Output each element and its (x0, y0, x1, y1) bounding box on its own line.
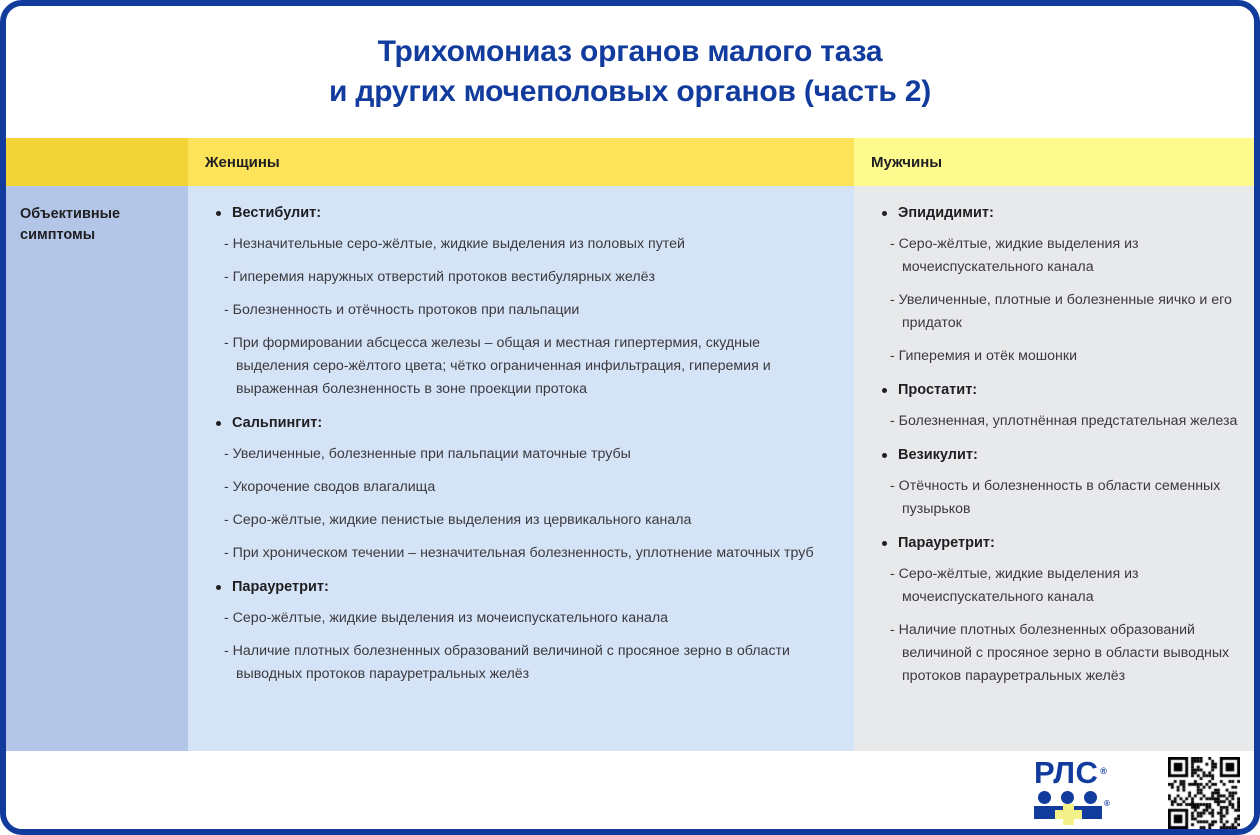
emblem-dot-center (1061, 791, 1074, 804)
row-label-cell (6, 186, 188, 751)
rls-wordmark (1034, 755, 1108, 790)
table-body-row (6, 186, 1254, 751)
symptom-group (872, 440, 1238, 526)
table-header-men: Мужчины (854, 138, 1254, 186)
emblem-cross-horizontal (1055, 810, 1082, 819)
symptom-group-title: Вестибулит: (206, 198, 836, 228)
symptom-group-title: Везикулит: (872, 440, 1238, 470)
symptom-group-title: Простатит: (872, 375, 1238, 405)
symptom-group (206, 408, 836, 570)
row-label-text: Объективные симптомы (20, 206, 121, 243)
symptom-item: - Отёчность и болезненность в области семенных пузырьков (890, 478, 1221, 517)
symptom-item: - Серо-жёлтые, жидкие пенистые выделения из цервикального канала (224, 512, 692, 528)
emblem-registered-mark-icon: ® (1104, 799, 1110, 808)
symptom-item: - При формировании абсцесса железы – общая и местная гипертермия, скудные выделения серо-жёлтого цвета; чётко ограниченная инфильтрация, гиперемия и выраженная болезненность в зоне проекции протока (224, 335, 771, 397)
emblem-dot-left (1038, 791, 1051, 804)
title-line-1: Трихомониаз органов малого таза (377, 35, 883, 68)
symptom-item: - Незначительные серо-жёлтые, жидкие выделения из половых путей (224, 236, 685, 252)
registered-mark-icon: ® (1100, 766, 1108, 776)
rls-wordmark-text: РЛС (1034, 755, 1099, 790)
symptom-item: - Болезненная, уплотнённая предстательная железа (890, 413, 1238, 429)
symptom-group (206, 572, 836, 691)
symptom-item: - Серо-жёлтые, жидкие выделения из мочеиспускательного канала (890, 566, 1139, 605)
women-symptoms-cell (188, 186, 854, 751)
symptom-item: - Серо-жёлтые, жидкие выделения из мочеиспускательного канала (890, 236, 1139, 275)
symptom-group (206, 198, 836, 406)
emblem-dot-right (1084, 791, 1097, 804)
symptom-group-title: Эпидидимит: (872, 198, 1238, 228)
table-header-row (6, 138, 1254, 186)
men-symptoms-cell (854, 186, 1254, 751)
symptom-item: - Болезненность и отёчность протоков при пальпации (224, 302, 580, 318)
symptom-item: - Наличие плотных болезненных образований величиной с просяное зерно в области выводных протоков парауретральных желёз (224, 643, 790, 682)
symptom-group (872, 375, 1238, 438)
symptom-item: - При хроническом течении – незначительная болезненность, уплотнение маточных труб (224, 545, 814, 561)
qr-code-icon[interactable] (1168, 757, 1240, 829)
symptom-item: - Увеличенные, плотные и болезненные яичко и его придаток (890, 292, 1232, 331)
rls-emblem-icon (1034, 791, 1116, 821)
symptom-item: - Увеличенные, болезненные при пальпации маточные трубы (224, 446, 631, 462)
symptoms-table (6, 138, 1254, 751)
symptom-group-title: Сальпингит: (206, 408, 836, 438)
symptom-item: - Укорочение сводов влагалища (224, 479, 436, 495)
footer (6, 751, 1254, 829)
symptom-item: - Наличие плотных болезненных образований величиной с просяное зерно в области выводных протоков парауретральных желёз (890, 622, 1230, 684)
symptom-item: - Серо-жёлтые, жидкие выделения из мочеиспускательного канала (224, 610, 669, 626)
symptom-group-title: Парауретрит: (206, 572, 836, 602)
title-line-2: и других мочеполовых органов (часть 2) (328, 75, 931, 108)
table-header-corner (6, 138, 188, 186)
table-header-women: Женщины (188, 138, 854, 186)
symptom-item: - Гиперемия наружных отверстий протоков вестибулярных желёз (224, 269, 656, 285)
page-title (6, 6, 1254, 138)
symptom-group-title: Парауретрит: (872, 528, 1238, 558)
rls-logo[interactable] (1034, 757, 1116, 823)
symptom-group (872, 198, 1238, 373)
symptom-item: - Гиперемия и отёк мошонки (890, 348, 1077, 364)
symptom-group (872, 528, 1238, 693)
